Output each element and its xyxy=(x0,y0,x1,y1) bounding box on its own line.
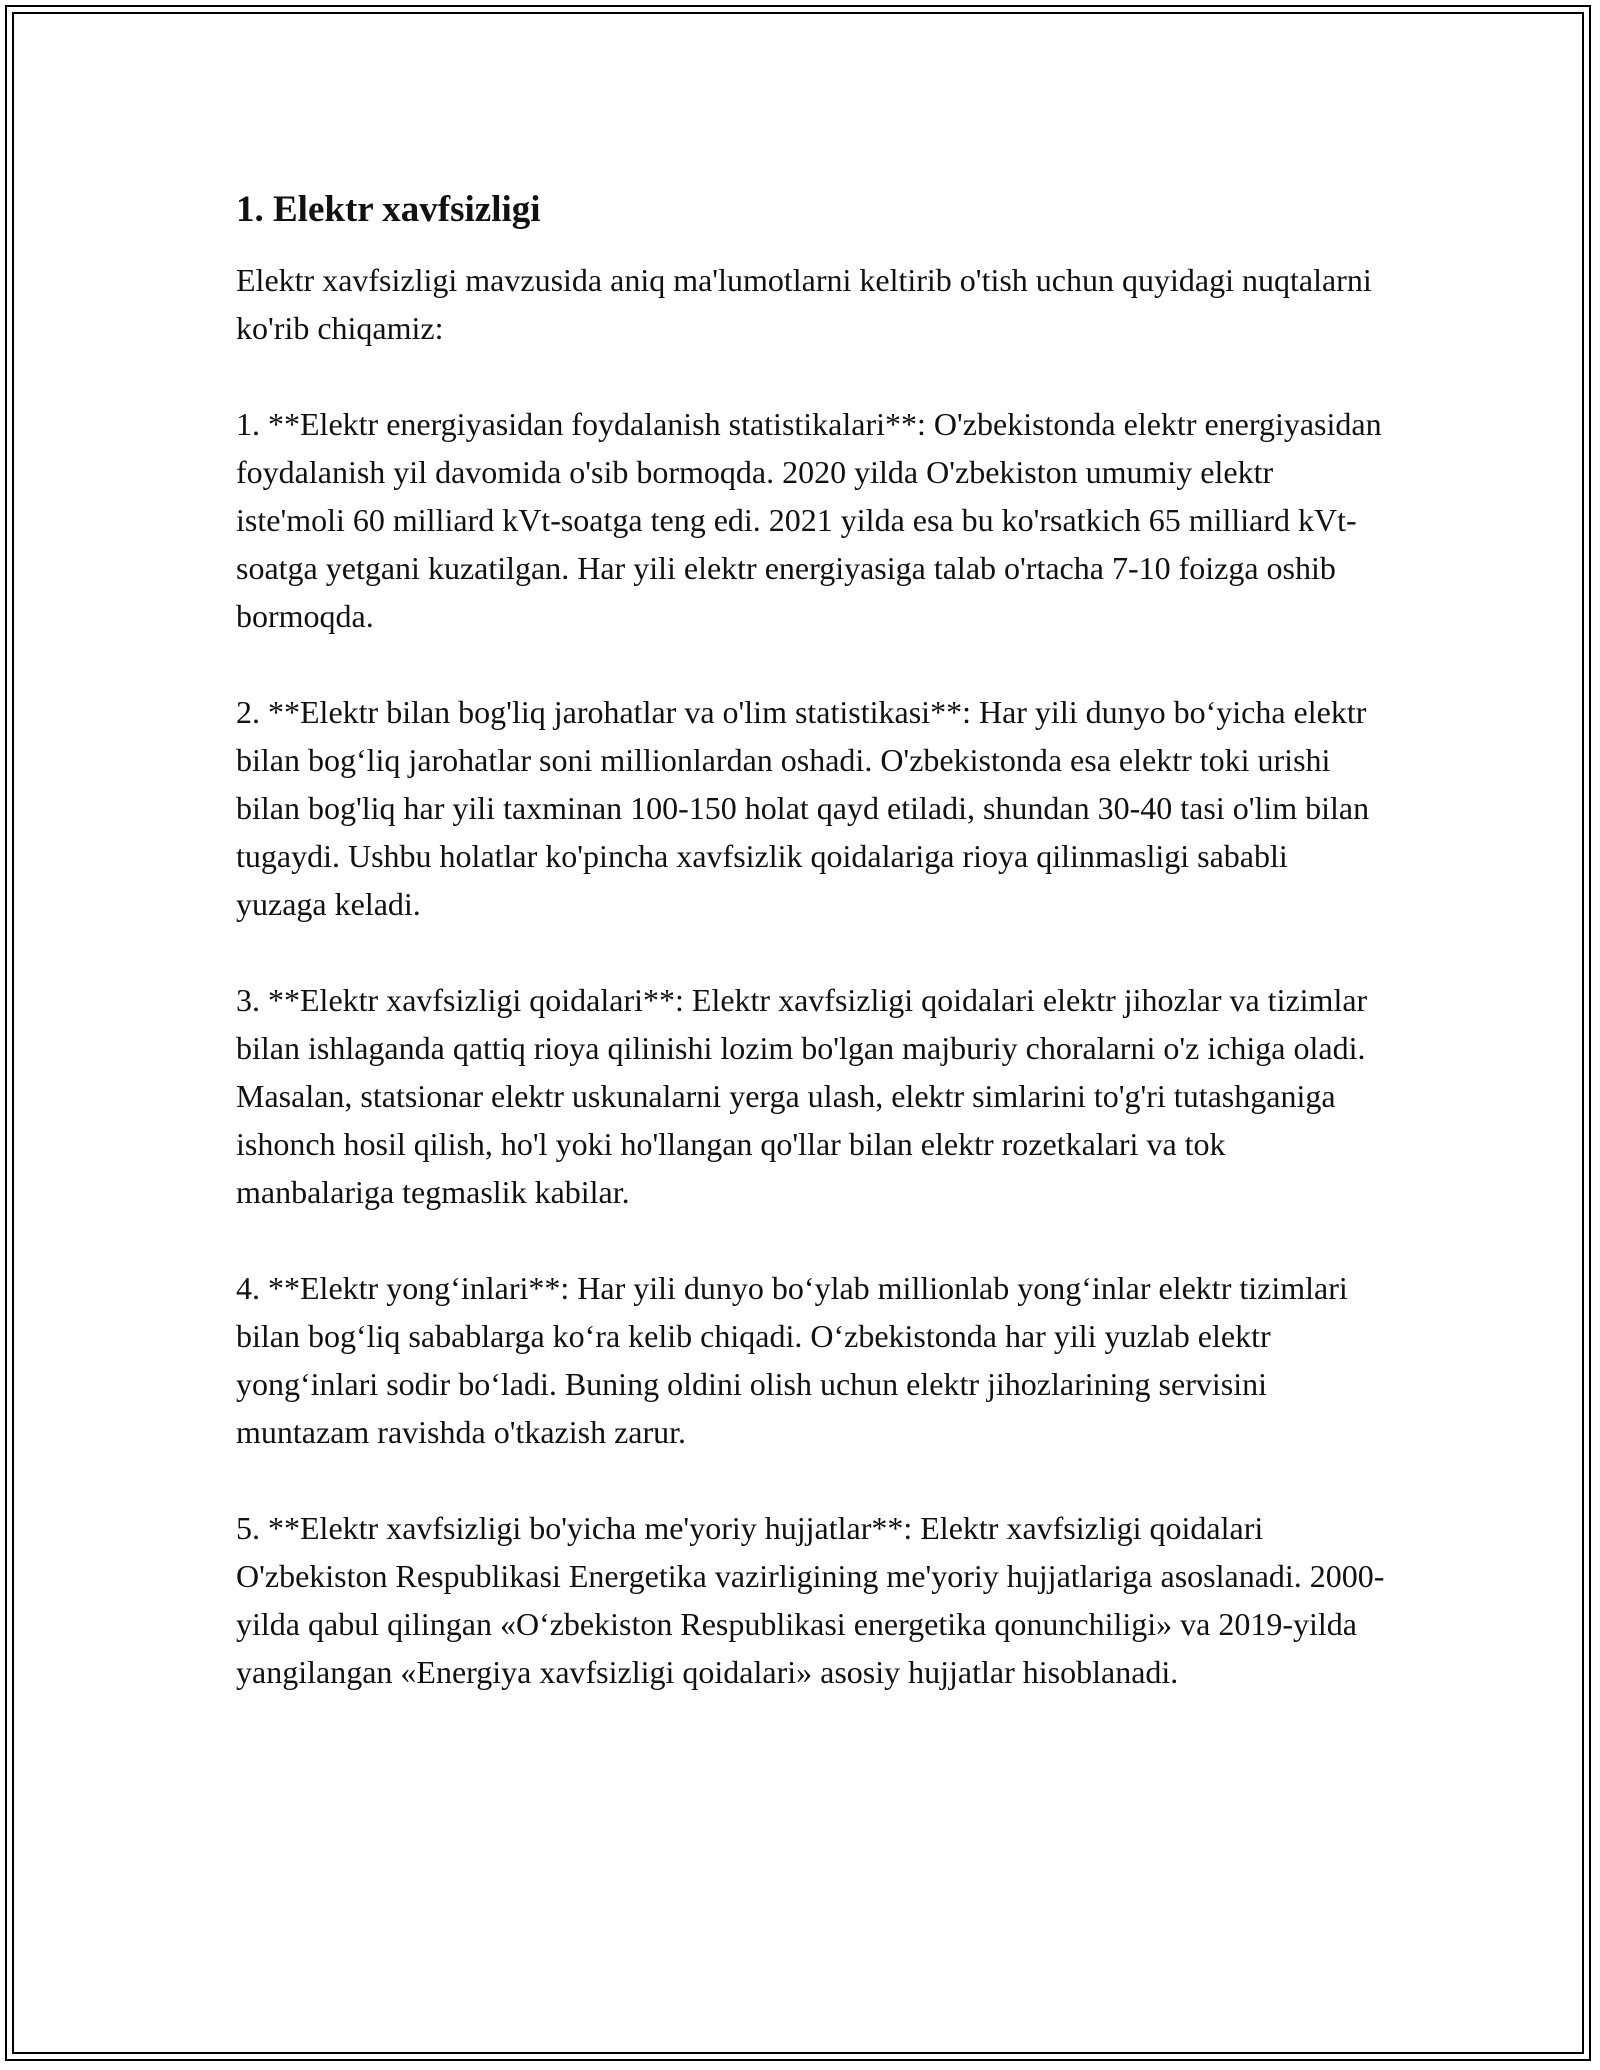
list-item: 4. **Elektr yong‘inlari**: Har yili dunyo bo‘ylab millionlab yong‘inlar elektr tizimlari bilan bog‘liq sabablarga ko‘ra kelib chiqadi. O‘zbekistonda har yili yuzlab elektr yong‘inlari sodir bo‘ladi. Buning oldini olish uchun elektr jihozlarining servisini muntazam ravishda o'tkazish zarur. xyxy=(236,1270,1348,1450)
list-item: 5. **Elektr xavfsizligi bo'yicha me'yoriy hujjatlar**: Elektr xavfsizligi qoidalari O'zbekiston Respublikasi Energetika vazirligining me'yoriy hujjatlariga asoslanadi. 2000-yilda qabul qilingan «O‘zbekiston Respublikasi energetika qonunchiligi» va 2019-yilda yangilangan «Energiya xavfsizligi qoidalari» asosiy hujjatlar hisoblanadi. xyxy=(236,1510,1385,1690)
list-item: 1. **Elektr energiyasidan foydalanish statistikalari**: O'zbekistonda elektr energiyasidan foydalanish yil davomida o'sib bormoqda. 2020 yilda O'zbekiston umumiy elektr iste'moli 60 milliard kVt-soatga teng edi. 2021 yilda esa bu ko'rsatkich 65 milliard kVt-soatga yetgani kuzatilgan. Har yili elektr energiyasiga talab o'rtacha 7-10 foizga oshib bormoqda. xyxy=(236,406,1382,634)
document-body xyxy=(236,186,1386,1696)
list-item: 3. **Elektr xavfsizligi qoidalari**: Elektr xavfsizligi qoidalari elektr jihozlar va tizimlar bilan ishlaganda qattiq rioya qilinishi lozim bo'lgan majburiy choralarni o'z ichiga oladi. Masalan, statsionar elektr uskunalarni yerga ulash, elektr simlarini to'g'ri tutashganiga ishonch hosil qilish, ho'l yoki ho'llangan qo'llar bilan elektr rozetkalari va tok manbalariga tegmaslik kabilar. xyxy=(236,982,1368,1210)
document-title: 1. Elektr xavfsizligi xyxy=(236,189,541,230)
list-item: 2. **Elektr bilan bog'liq jarohatlar va o'lim statistikasi**: Har yili dunyo bo‘yicha elektr bilan bog‘liq jarohatlar soni millionlardan oshadi. O'zbekistonda esa elektr toki urishi bilan bog'liq har yili taxminan 100-150 holat qayd etiladi, shundan 30-40 tasi o'lim bilan tugaydi. Ushbu holatlar ko'pincha xavfsizlik qoidalariga rioya qilinmasligi sababli yuzaga keladi. xyxy=(236,694,1370,922)
intro-paragraph: Elektr xavfsizligi mavzusida aniq ma'lumotlarni keltirib o'tish uchun quyidagi nuqtalarni ko'rib chiqamiz: xyxy=(236,262,1372,346)
